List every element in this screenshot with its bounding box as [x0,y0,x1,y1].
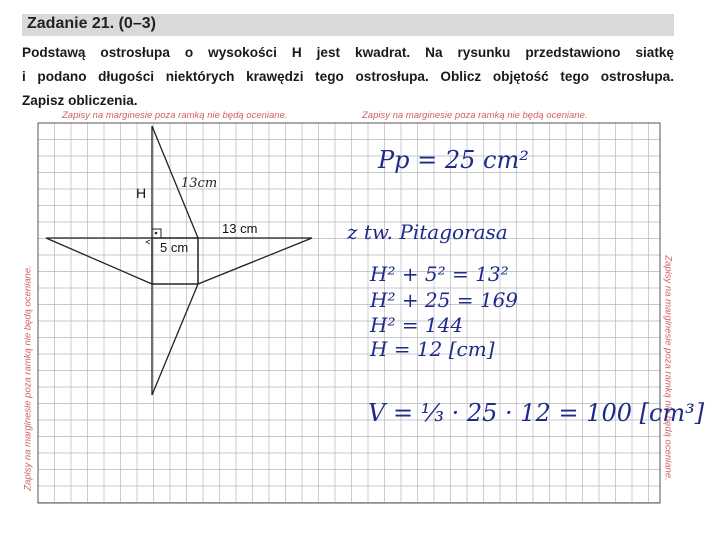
net-face-bottom [152,284,198,395]
right-angle-dot [155,232,158,235]
net-face-left [46,238,152,284]
task-line-2: i podano długości niektórych krawędzi tego ostrosłupa. Oblicz objętość tego ostrosłupa. [22,69,674,84]
height-label: H [136,185,147,201]
solution-equation-2: H² + 25 = 169 [370,288,519,312]
edge-label: 13 cm [222,221,258,236]
base-label: 5 cm [160,240,189,255]
net-face-right [198,238,312,284]
solution-base-area: Pp = 25 cm² [378,146,529,174]
task-line-1: Podstawą ostrosłupa o wysokości H jest kwadrat. Na rysunku przedstawiono siatkę [22,45,674,60]
solution-equation-3: H² = 144 [370,313,464,337]
solution-volume: V = ⅓ · 25 · 12 = 100 [cm³] [368,399,705,427]
margin-note-left: Zapisy na marginesie poza ramką nie będą oceniane. [22,265,34,491]
solution-equation-1: H² + 5² = 13² [370,262,509,286]
task-line-3: Zapisz obliczenia. [22,93,138,108]
pyramid-net [46,126,312,395]
task-title: Zadanie 21. (0–3) [27,15,156,32]
solution-pythagoras-note: z tw. Pitagorasa [347,220,508,244]
grid-lines [38,123,660,503]
solution-height-result: H = 12 [cm] [370,337,495,361]
answer-frame [38,123,660,503]
right-angle-mark-small [146,240,150,244]
slant-label: 13cm [181,176,218,191]
margin-note-right: Zapisy na marginesie poza ramką nie będą oceniane. [662,255,674,481]
margin-note-top-left: Zapisy na marginesie poza ramką nie będą oceniane. [62,110,288,121]
margin-note-top-right: Zapisy na marginesie poza ramką nie będą oceniane. [362,110,588,121]
